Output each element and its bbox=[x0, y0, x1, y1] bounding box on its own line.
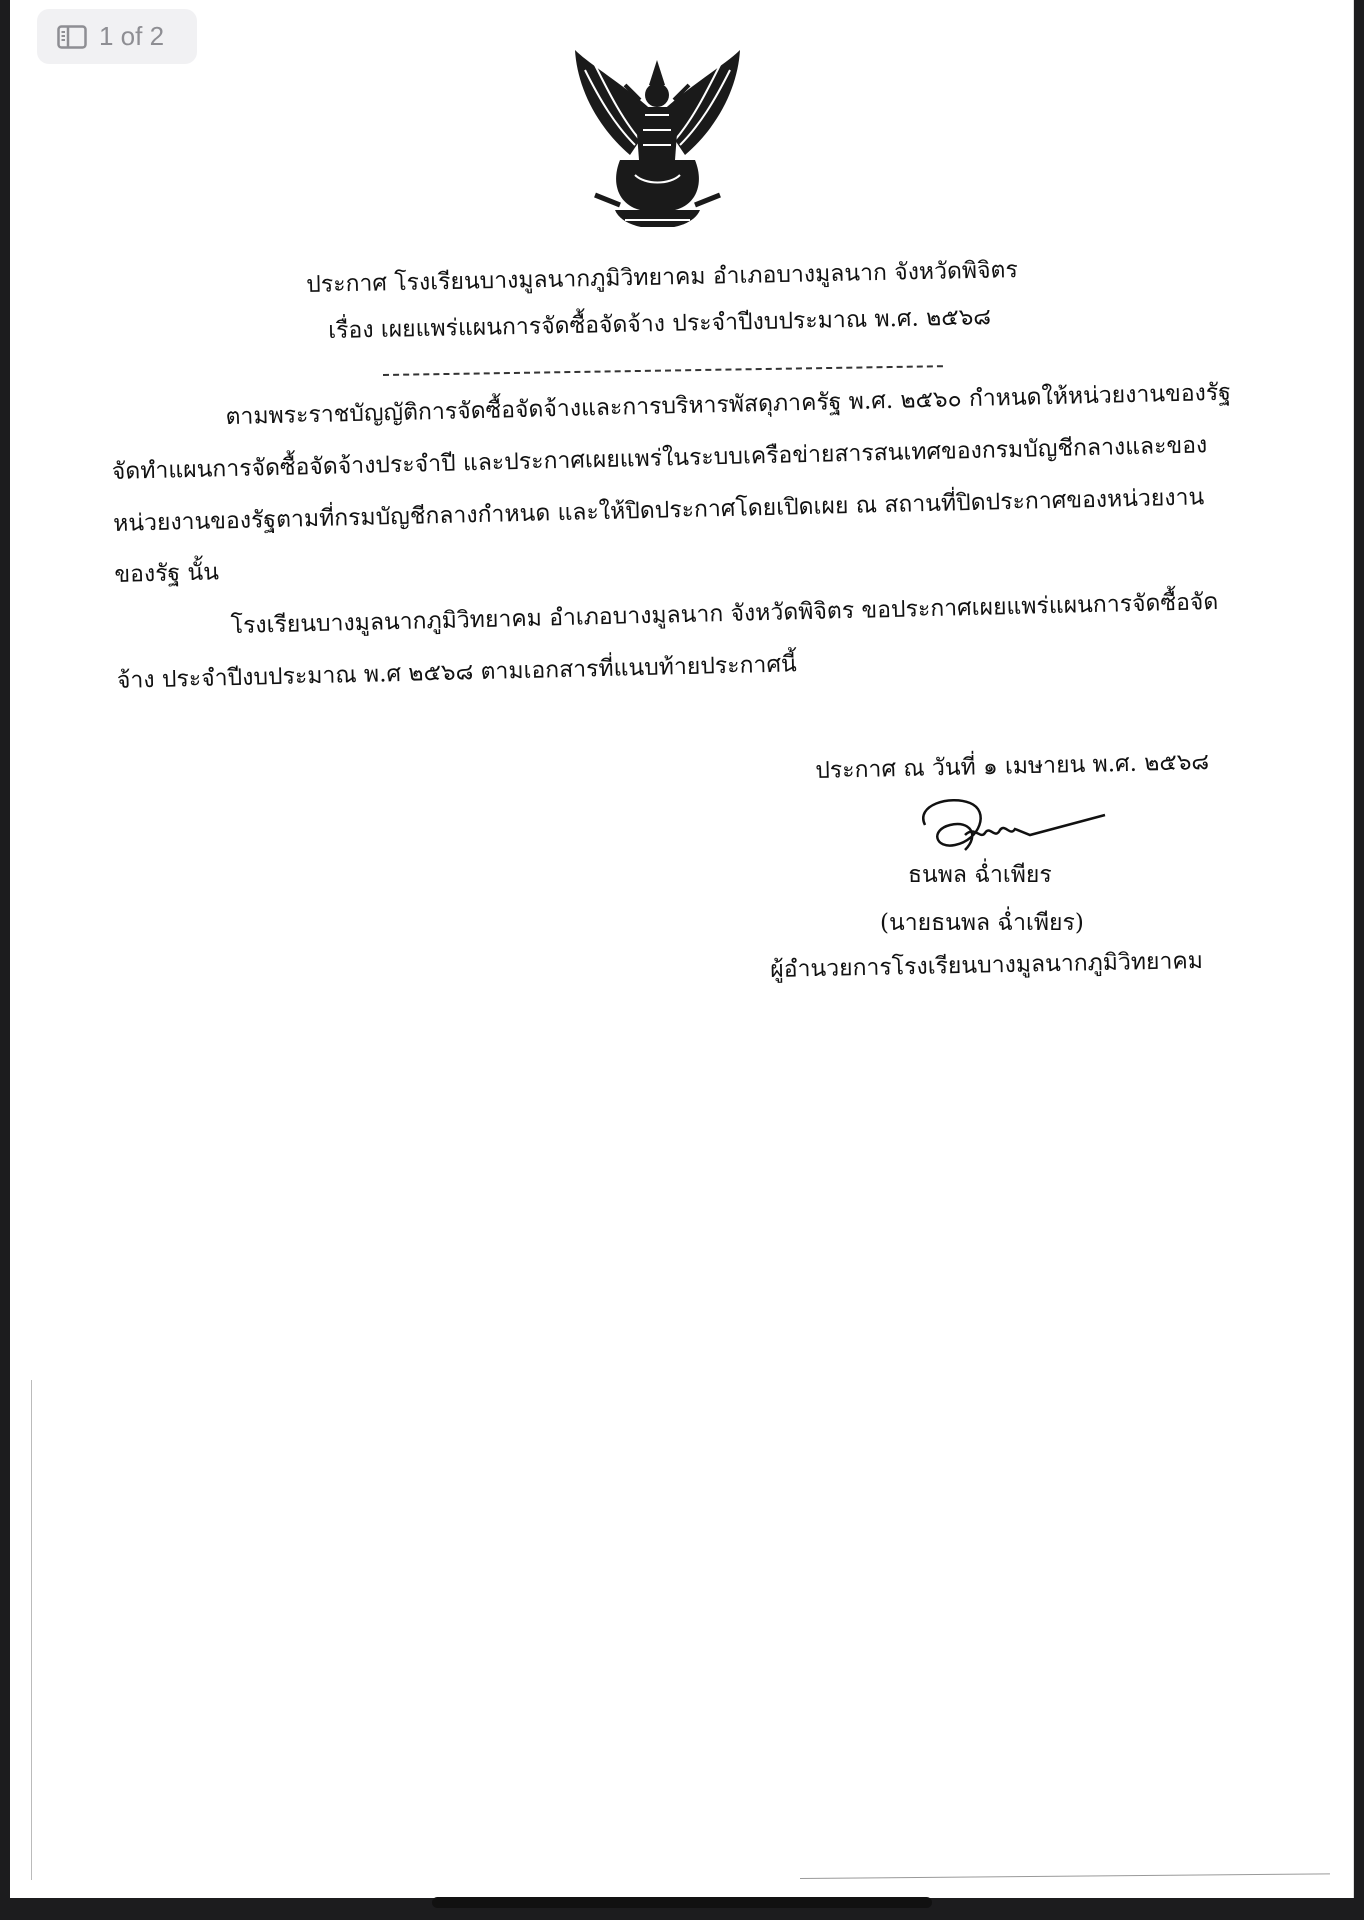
body-paragraph-1: ตามพระราชบัญญัติการจัดซื้อจัดจ้างและการบริหารพัสดุภาครัฐ พ.ศ. ๒๕๖๐ กำหนดให้หน่วยงานของรัฐจัดทำแผนการจัดซื้อจัดจ้างประจำปี และประกาศเผยแพร่ในระบบเครือข่ายสารสนเทศของกรมบัญชีกลางและของหน่วยงานของรัฐตามที่กรมบัญชีกลางกำหนด และให้ปิดประกาศโดยเปิดเผย ณ สถานที่ปิดประกาศของหน่วยงานของรัฐ นั้น bbox=[111, 379, 1232, 589]
announcement-title: ประกาศ โรงเรียนบางมูลนากภูมิวิทยาคม อำเภอบางมูลนาก จังหวัดพิจิตร bbox=[306, 257, 1019, 298]
home-indicator[interactable] bbox=[432, 1897, 932, 1908]
page-indicator-button[interactable] bbox=[37, 9, 197, 64]
title-divider bbox=[383, 365, 943, 376]
body-paragraph-2: โรงเรียนบางมูลนากภูมิวิทยาคม อำเภอบางมูลนาก จังหวัดพิจิตร ขอประกาศเผยแพร่แผนการจัดซื้อจัดจ้าง ประจำปีงบประมาณ พ.ศ ๒๕๖๘ ตามเอกสารที่แนบท้ายประกาศนี้ bbox=[116, 588, 1219, 694]
announcement-subject: เรื่อง เผยแพร่แผนการจัดซื้อจัดจ้าง ประจำปีงบประมาณ พ.ศ. ๒๕๖๘ bbox=[328, 304, 992, 344]
garuda-emblem-icon bbox=[565, 45, 750, 245]
announcement-date: ประกาศ ณ วันที่ ๑ เมษายน พ.ศ. ๒๕๖๘ bbox=[815, 749, 1210, 784]
document-page bbox=[10, 0, 1354, 1898]
page-indicator-label: 1 of 2 bbox=[99, 21, 165, 51]
scan-edge-line bbox=[800, 1873, 1330, 1879]
sidebar-panel-icon bbox=[57, 25, 87, 49]
announcement-body bbox=[110, 367, 1247, 707]
scan-edge-line bbox=[31, 1380, 32, 1880]
signer-full-name: (นายธนพล ฉ่ำเพียร) bbox=[880, 910, 1084, 936]
signature-icon bbox=[910, 795, 1110, 865]
signer-name: ธนพล ฉ่ำเพียร bbox=[908, 862, 1052, 888]
signer-position: ผู้อำนวยการโรงเรียนบางมูลนากภูมิวิทยาคม bbox=[770, 947, 1204, 983]
